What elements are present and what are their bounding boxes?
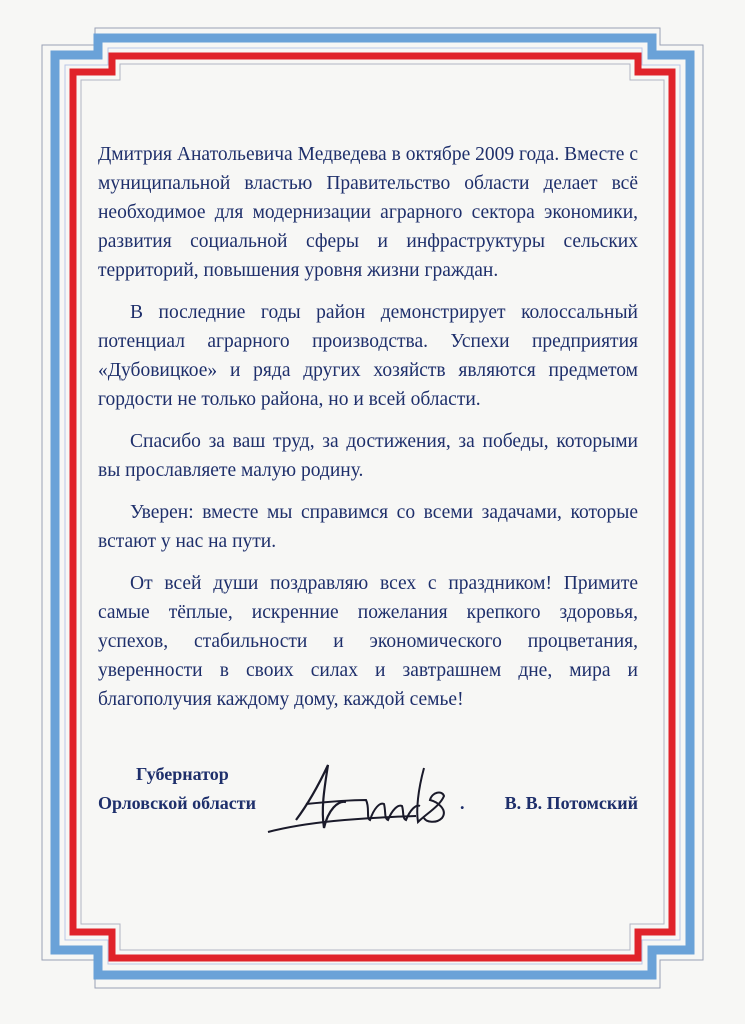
paragraph-2: В последние годы район демонстрирует колоссальный потенциал аграрного производства. Успехи предприятия «Дубовицкое» и ряда других хозяйств являются предметом гордости не только района, но и всей области. bbox=[98, 302, 638, 410]
paragraph-1: Дмитрия Анатольевича Медведева в октябре 2009 года. Вместе с муниципальной властью Правительство области делает всё необходимое для модернизации аграрного сектора экономики, развития социальной сферы и инфраструктуры сельских территорий, повышения уровня жизни граждан. bbox=[98, 144, 638, 281]
paragraph-4: Уверен: вместе мы справимся со всеми задачами, которые встают у нас на пути. bbox=[98, 502, 638, 552]
paragraph-3: Спасибо за ваш труд, за достижения, за победы, которыми вы прославляете малую родину. bbox=[98, 431, 638, 481]
letter-body bbox=[98, 140, 638, 727]
signature-dot: . bbox=[460, 793, 465, 813]
signer-title-line1: Губернатор bbox=[136, 764, 229, 784]
signature-block bbox=[98, 760, 638, 840]
handwritten-signature bbox=[266, 760, 456, 840]
signer-title-line2: Орловской области bbox=[98, 793, 257, 813]
paragraph-5: От всей души поздравляю всех с праздником! Примите самые тёплые, искренние пожелания крепкого здоровья, успехов, стабильности и экономического процветания, уверенности в своих силах и завтрашнем дне, мира и благополучия каждому дому, каждой семье! bbox=[98, 573, 638, 710]
signer-name: В. В. Потомский bbox=[504, 793, 638, 813]
